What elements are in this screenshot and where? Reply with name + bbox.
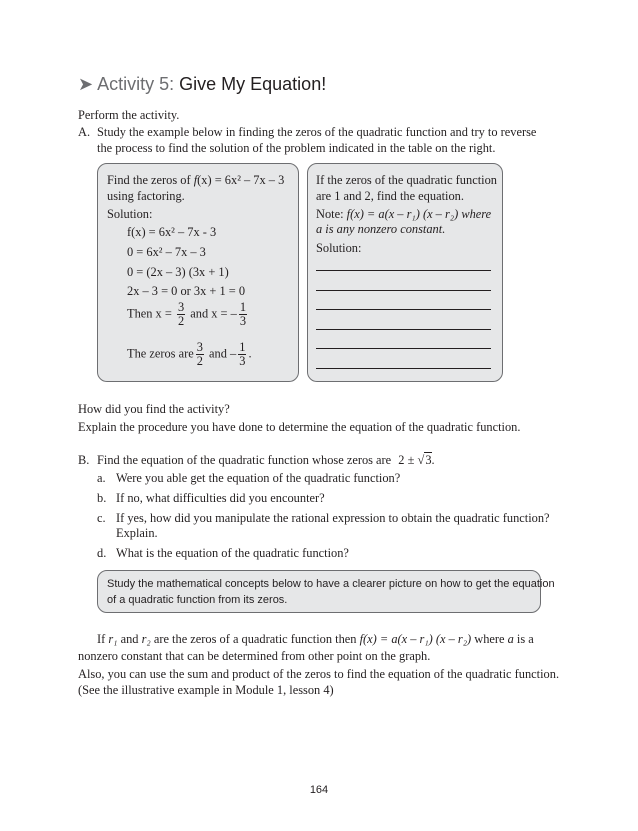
example-then: [127, 301, 249, 328]
answer-line[interactable]: [316, 348, 491, 349]
example-line2: using factoring.: [107, 189, 185, 203]
item-b-question: Find the equation of the quadratic function whose zeros are: [97, 453, 392, 467]
note-line2: a is any nonzero constant.: [316, 222, 446, 236]
fraction-numerator: 1: [239, 340, 246, 354]
answer-line[interactable]: [316, 329, 491, 330]
example-step3: 0 = (2x – 3) (3x + 1): [127, 265, 229, 279]
then-label: Then x =: [127, 306, 172, 321]
root-r2: r₂: [141, 632, 151, 646]
example-line1-math: (x) = 6x² – 7x – 3: [197, 173, 285, 187]
sub-item-marker: d.: [97, 546, 107, 560]
paragraph-text: is a: [513, 632, 534, 646]
answer-line[interactable]: [316, 309, 491, 310]
item-b-marker: B.: [78, 453, 90, 467]
zeros-prefix: 2 ±: [398, 453, 415, 467]
paragraph-2-line1: Also, you can use the sum and product of the zeros to find the equation of the quadratic function.: [78, 667, 560, 681]
root-r1: r₁: [108, 632, 118, 646]
activity-label: Activity 5:: [97, 74, 175, 94]
sqrt-radicand: 3: [425, 453, 432, 467]
example-zeros: [127, 341, 252, 368]
note-box-line1: Study the mathematical concepts below to have a clearer picture on how to get the equation: [107, 578, 555, 590]
fraction-numerator: 3: [196, 340, 203, 354]
problem-line1: If the zeros of the quadratic function: [316, 173, 497, 187]
fraction-numerator: 1: [239, 300, 247, 314]
item-b-text: [97, 452, 435, 468]
paragraph-text: are the zeros of a quadratic function then: [150, 632, 360, 646]
paragraph-1-line2: nonzero constant that can be determined from other point on the graph.: [78, 649, 431, 663]
sub-item-marker: a.: [97, 471, 106, 485]
example-line1-prefix: Find the zeros of: [107, 173, 194, 187]
answer-line[interactable]: [316, 270, 491, 271]
paragraph-text: If: [97, 632, 109, 646]
item-a-line2: the process to find the solution of the problem indicated in the table on the right.: [97, 141, 496, 155]
example-fx: f: [193, 173, 198, 187]
note-box-line2: of a quadratic function from its zeros.: [107, 594, 288, 606]
zeros-end: .: [431, 453, 435, 467]
answer-line[interactable]: [316, 290, 491, 291]
constant-a: a: [507, 632, 514, 646]
fraction-denominator: 2: [196, 354, 203, 368]
example-solution-label: Solution:: [107, 207, 153, 221]
fraction: [239, 301, 247, 328]
sub-item-text: If no, what difficulties did you encounter?: [116, 491, 325, 505]
fraction-numerator: 3: [177, 300, 185, 314]
problem-note: [316, 206, 491, 222]
instruction: Perform the activity.: [78, 108, 180, 122]
example-step1: f(x) = 6x² – 7x - 3: [127, 225, 217, 239]
fraction: [196, 341, 204, 368]
then-and: and x = –: [190, 306, 237, 321]
sub-item-marker: b.: [97, 491, 107, 505]
sub-item-text: What is the equation of the quadratic function?: [116, 546, 349, 560]
activity-heading: [78, 74, 326, 95]
note-prefix: Note:: [316, 207, 347, 221]
paragraph-2-line2: (See the illustrative example in Module 1, lesson 4): [78, 683, 334, 697]
paragraph-1-line1: [97, 631, 534, 647]
fraction-denominator: 3: [239, 354, 246, 368]
note-formula: f(x) = a(x – r₁) (x – r₂) where: [346, 207, 492, 221]
paragraph-text: where: [471, 632, 508, 646]
zeros-and: and –: [209, 346, 237, 361]
question-2: Explain the procedure you have done to determine the equation of the quadratic function.: [78, 420, 521, 434]
sqrt-icon: √: [417, 453, 425, 467]
paragraph-text: and: [117, 632, 142, 646]
problem-solution-label: Solution:: [316, 241, 362, 255]
page-number: 164: [309, 784, 329, 796]
fraction: [238, 341, 246, 368]
answer-line[interactable]: [316, 368, 491, 369]
item-a-marker: A.: [78, 125, 91, 139]
problem-note-line2: [316, 221, 445, 237]
example-step2: 0 = 6x² – 7x – 3: [127, 245, 206, 259]
example-line1: [107, 172, 284, 188]
zeros-end: .: [248, 346, 252, 361]
quadratic-formula: f(x) = a(x – r₁) (x – r₂): [359, 632, 472, 646]
sub-item-text: Were you able get the equation of the quadratic function?: [116, 471, 401, 485]
zeros-label: The zeros are: [127, 346, 194, 361]
activity-title: Give My Equation!: [179, 74, 327, 94]
fraction-denominator: 3: [239, 314, 247, 328]
arrow-icon: ➤: [78, 74, 94, 94]
sub-item-marker: c.: [97, 511, 106, 525]
sub-item-text: Explain.: [116, 526, 158, 540]
sub-item-text: If yes, how did you manipulate the rational expression to obtain the quadratic function?: [116, 511, 550, 525]
fraction-denominator: 2: [177, 314, 185, 328]
example-step4: 2x – 3 = 0 or 3x + 1 = 0: [127, 284, 246, 298]
problem-line2: are 1 and 2, find the equation.: [316, 189, 464, 203]
item-a-line1: Study the example below in finding the zeros of the quadratic function and try to reverse: [97, 125, 537, 139]
fraction: [177, 301, 185, 328]
question-1: How did you find the activity?: [78, 402, 230, 416]
